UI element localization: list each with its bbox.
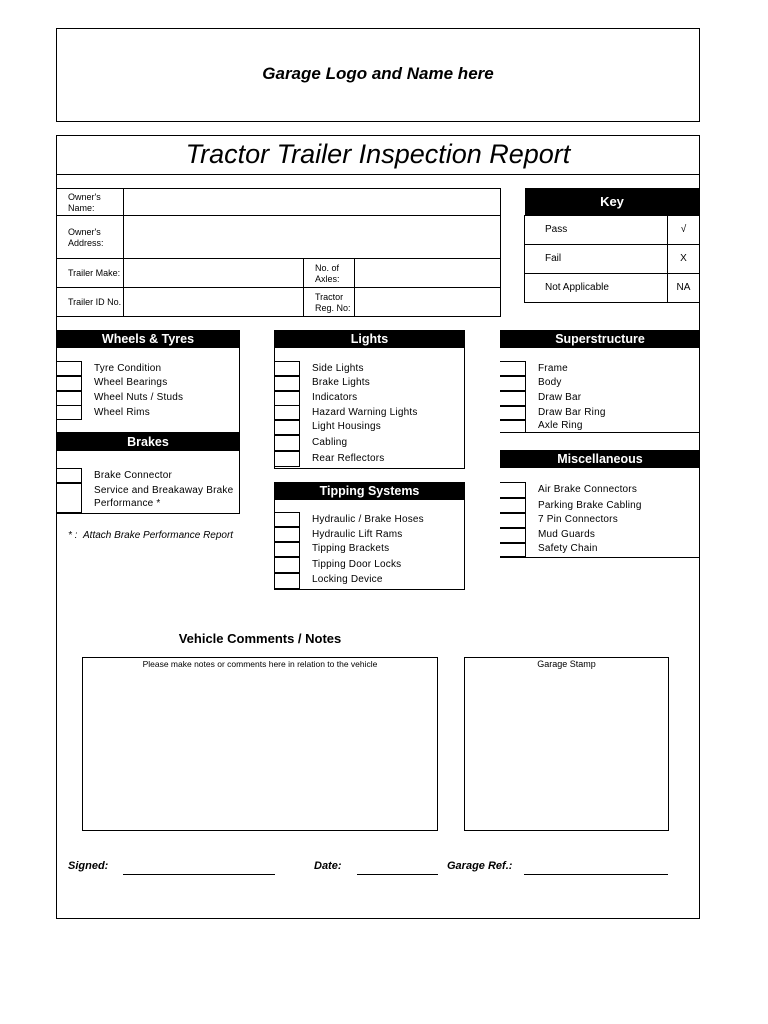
checkbox[interactable]: [500, 420, 526, 433]
checkbox[interactable]: [500, 376, 526, 391]
superstructure-heading: Superstructure: [500, 330, 700, 348]
comments-caption: Please make notes or comments here in relation to the vehicle: [142, 659, 378, 669]
checkbox[interactable]: [56, 405, 82, 420]
checkbox[interactable]: [500, 528, 526, 543]
key-fail-label: Fail: [525, 244, 668, 273]
miscellaneous-heading: Miscellaneous: [500, 450, 700, 468]
checkbox[interactable]: [274, 361, 300, 376]
checkbox[interactable]: [56, 391, 82, 406]
checkbox[interactable]: [56, 483, 82, 513]
brakes-heading: Brakes: [56, 433, 240, 451]
checkbox[interactable]: [274, 527, 300, 542]
report-title: Tractor Trailer Inspection Report: [185, 139, 571, 169]
checkbox[interactable]: [274, 420, 300, 435]
date-line[interactable]: [357, 874, 438, 875]
checkbox[interactable]: [500, 406, 526, 420]
checkbox[interactable]: [500, 543, 526, 557]
brake-performance-note: * : Attach Brake Performance Report: [68, 530, 234, 541]
key-na-label: Not Applicable: [525, 273, 668, 302]
comments-textarea[interactable]: [82, 657, 438, 831]
checkbox[interactable]: [274, 451, 300, 467]
tipping-systems-section: Tipping Systems Hydraulic / Brake Hoses Hydraulic Lift Rams Tipping Brackets Tipping Door Locks Locking Device: [274, 482, 465, 590]
comments-heading: Vehicle Comments / Notes: [178, 631, 342, 646]
key-pass-label: Pass: [525, 215, 668, 244]
tipping-systems-heading: Tipping Systems: [274, 482, 465, 500]
date-label: Date:: [314, 860, 342, 872]
trailer-make-field[interactable]: [124, 259, 304, 288]
tractor-reg-label: Tractor Reg. No:: [304, 288, 355, 317]
trailer-id-field[interactable]: [124, 288, 304, 317]
garage-stamp-box[interactable]: [464, 657, 669, 831]
owner-address-field[interactable]: [124, 216, 501, 259]
tractor-reg-field[interactable]: [355, 288, 501, 317]
checkbox[interactable]: [500, 391, 526, 406]
owner-details-table: [56, 188, 501, 317]
checkbox[interactable]: [274, 405, 300, 420]
garage-stamp-caption: Garage Stamp: [537, 659, 596, 669]
trailer-make-label: Trailer Make:: [57, 259, 124, 288]
key-table: [524, 188, 700, 303]
checkbox[interactable]: [274, 557, 300, 573]
no-of-axles-field[interactable]: [355, 259, 501, 288]
owner-address-label: Owner's Address:: [57, 216, 124, 259]
key-pass-symbol: √: [668, 215, 700, 244]
checkbox[interactable]: [274, 512, 300, 527]
key-na-symbol: NA: [668, 273, 700, 302]
title-divider: [56, 174, 700, 175]
checkbox[interactable]: [500, 361, 526, 376]
wheels-tyres-heading: Wheels & Tyres: [56, 330, 240, 348]
checkbox[interactable]: [500, 513, 526, 528]
key-fail-symbol: X: [668, 244, 700, 273]
lights-section: Lights Side Lights Brake Lights Indicators Hazard Warning Lights Light Housings Cabling Rear Reflectors: [274, 330, 465, 469]
miscellaneous-section: Miscellaneous Air Brake Connectors Parking Brake Cabling 7 Pin Connectors Mud Guards Safety Chain: [500, 450, 700, 558]
checkbox[interactable]: [274, 573, 300, 589]
signed-line[interactable]: [123, 874, 275, 875]
checkbox[interactable]: [274, 435, 300, 451]
checkbox[interactable]: [274, 542, 300, 557]
garage-ref-line[interactable]: [524, 874, 668, 875]
signed-label: Signed:: [68, 860, 109, 872]
no-of-axles-label: No. of Axles:: [304, 259, 355, 288]
checkbox[interactable]: [274, 391, 300, 406]
garage-logo-placeholder: Garage Logo and Name here: [262, 64, 494, 83]
checkbox[interactable]: [56, 376, 82, 391]
owner-name-label: Owner's Name:: [57, 189, 124, 216]
trailer-id-label: Trailer ID No.: [57, 288, 124, 317]
key-title: Key: [525, 188, 700, 215]
checkbox[interactable]: [500, 498, 526, 513]
checkbox[interactable]: [56, 361, 82, 376]
lights-heading: Lights: [274, 330, 465, 348]
checkbox[interactable]: [274, 376, 300, 391]
superstructure-section: Superstructure Frame Body Draw Bar Draw Bar Ring Axle Ring: [500, 330, 700, 433]
brakes-section: Brakes Brake Connector Service and Breakaway Brake Performance *: [56, 433, 240, 514]
checkbox[interactable]: [500, 482, 526, 498]
garage-ref-label: Garage Ref.:: [447, 860, 513, 872]
checkbox[interactable]: [56, 468, 82, 483]
owner-name-field[interactable]: [124, 189, 501, 216]
wheels-tyres-section: Wheels & Tyres Tyre Condition Wheel Bearings Wheel Nuts / Studs Wheel Rims: [56, 330, 240, 433]
